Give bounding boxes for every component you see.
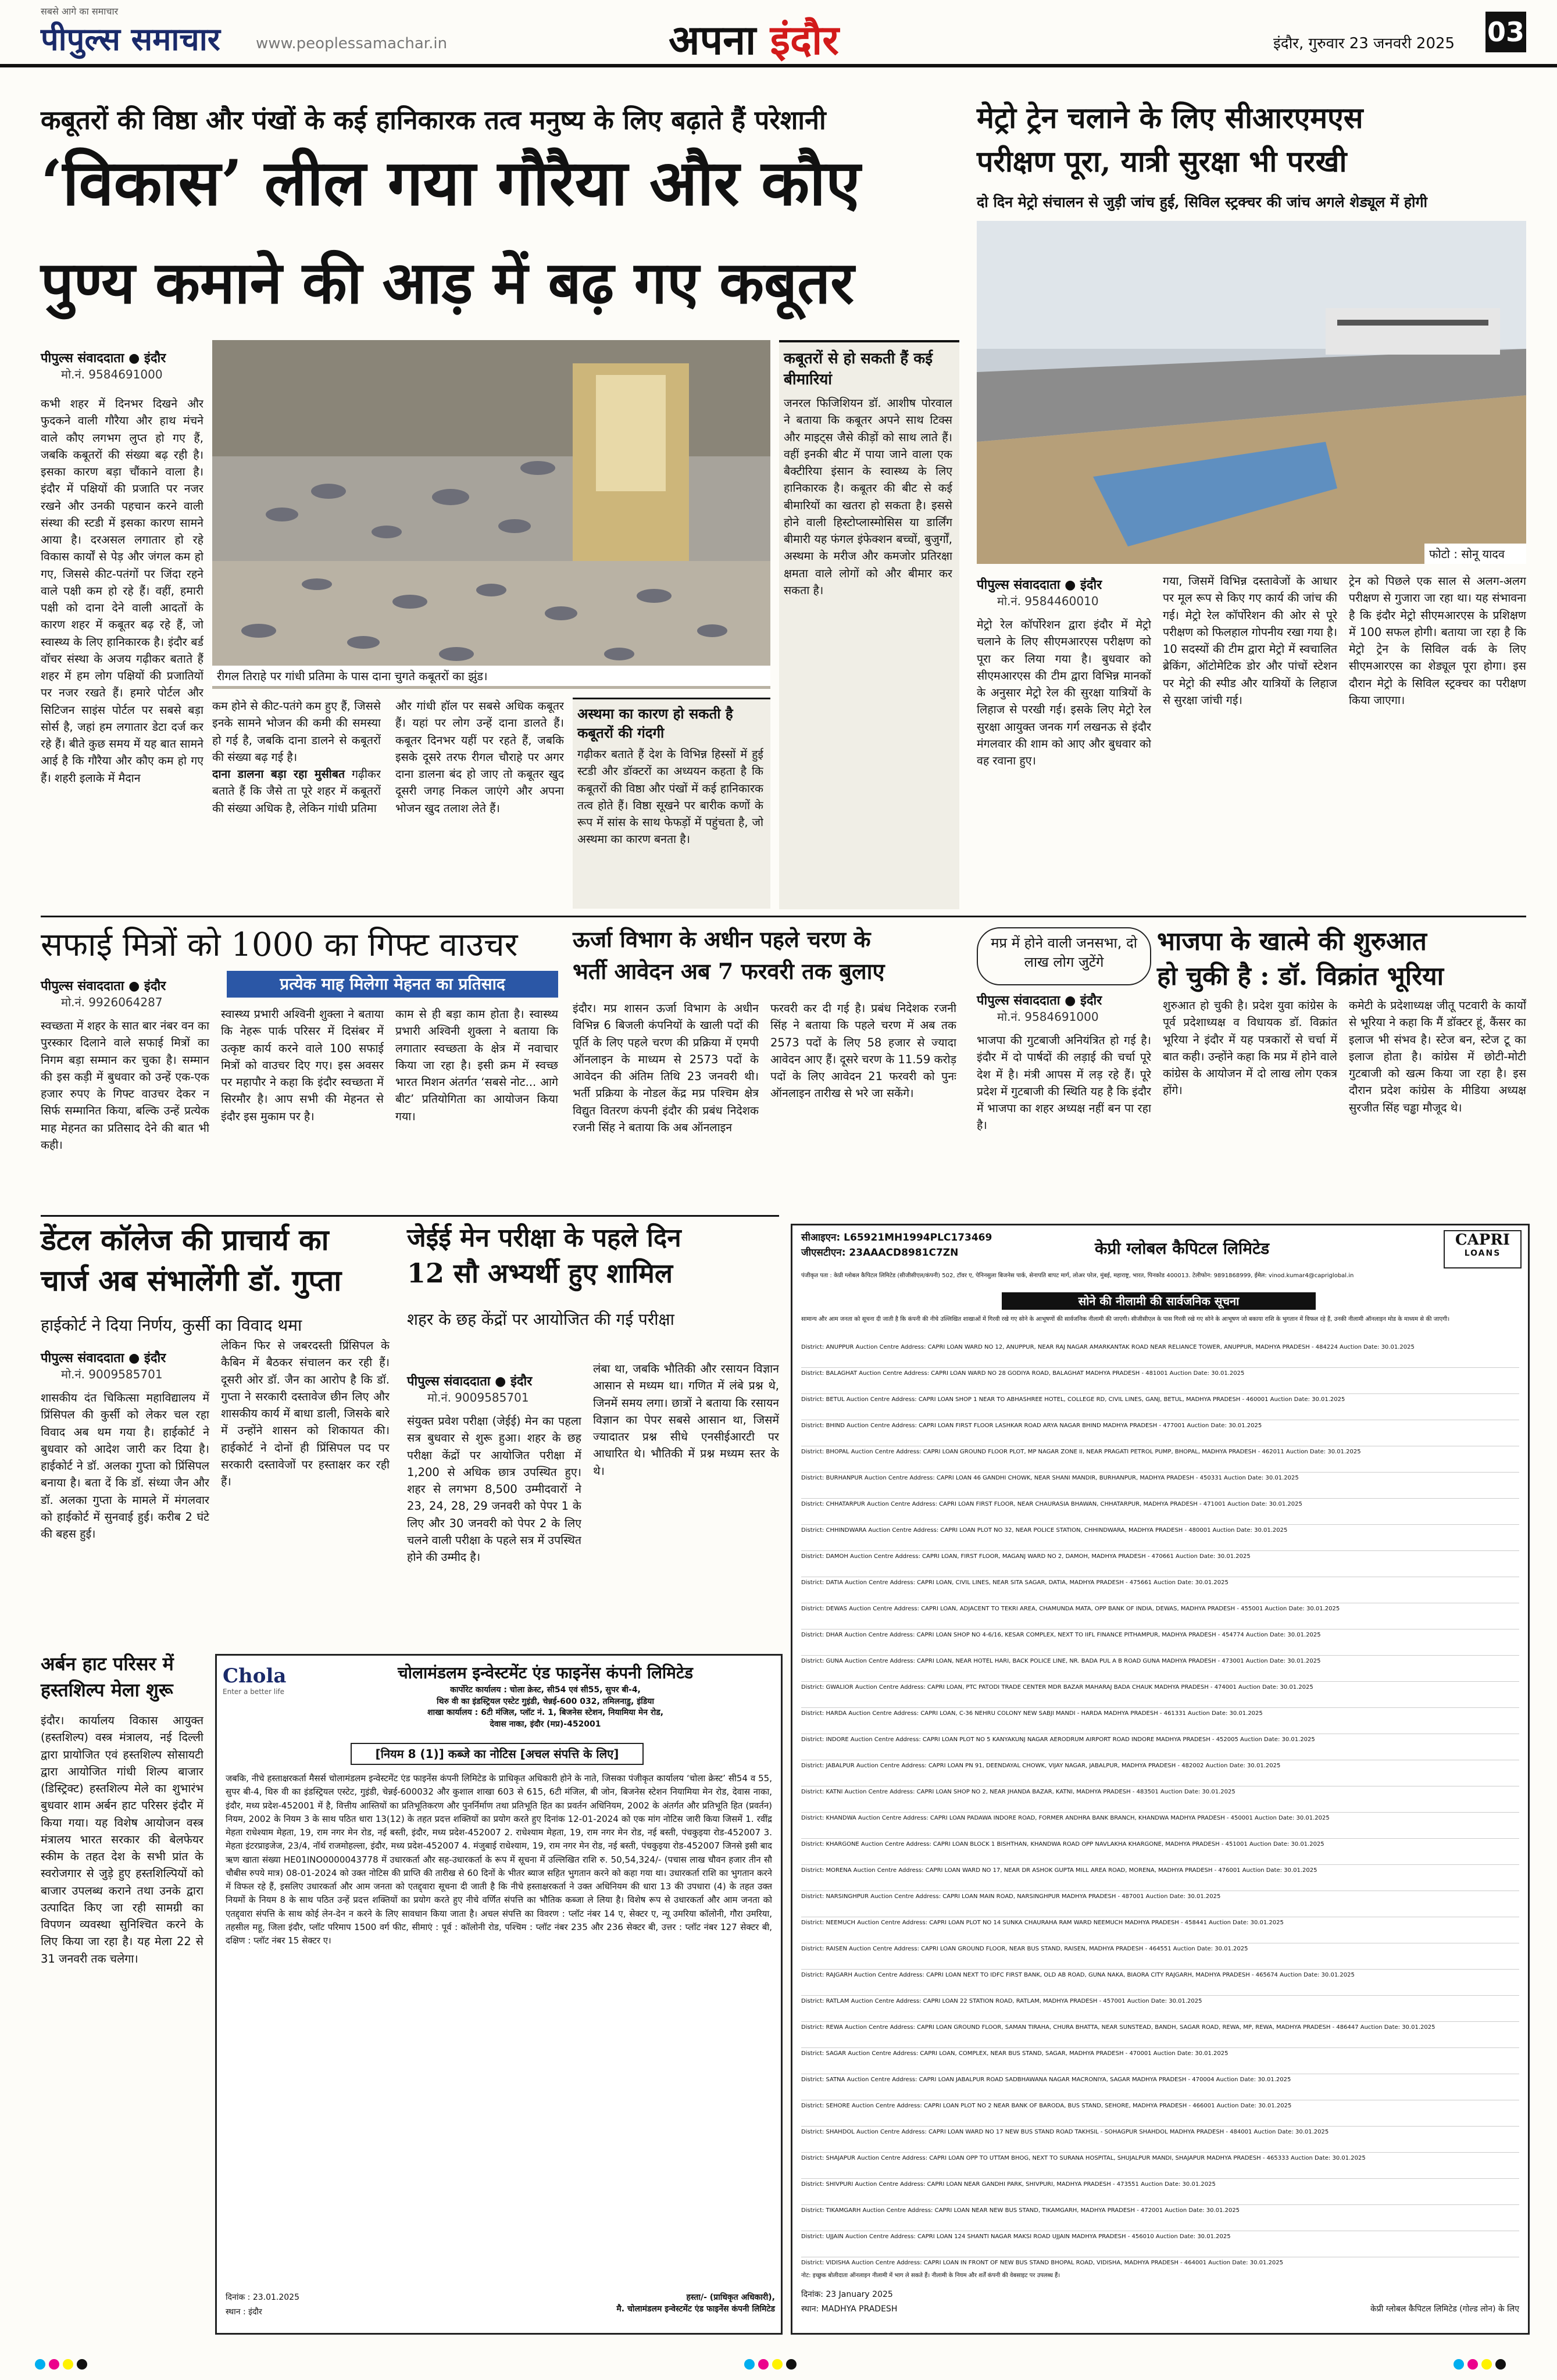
- section-title: अपना इंदौर: [669, 16, 839, 64]
- chola-company-name: चोलामंडलम इन्वेस्टमेंट एंड फाइनेंस कंपनी लिमिटेड: [397, 1663, 694, 1682]
- metro-photo: [977, 221, 1526, 564]
- capri-branch-list: [801, 1342, 1519, 2266]
- capri-branch-item: District: INDORE Auction Centre Address: CAPRI LOAN PLOT NO 5 KANYAKUNJ NAGAR AERODRUM AIRPORT ROAD INDORE MADHYA PRADESH - 452005 Auction Date: 30.01.2025: [801, 1734, 1519, 1760]
- story6-headline-1: डेंटल कॉलेज की प्राचार्य का: [41, 1223, 329, 1257]
- capri-branch-item: District: BETUL Auction Centre Address: CAPRI LOAN SHOP 1 NEAR TO ABHASHREE HOTEL, COLLEGE RD, CIVIL LINES, GANJ, BETUL, MADHYA PRADESH - 460001 Auction Date: 30.01.2025: [801, 1394, 1519, 1420]
- sidebar2-text: गढ़ीकर बताते हैं देश के विभिन्न हिस्सों में हुई स्टडी और डॉक्टरों का अध्ययन कहता है कि कबूतरों की विष्ठा और पंखों में कई हानिकारक तत्व होते हैं। विष्ठा सूखने पर बारीक कणों के रूप में सांस के साथ फेफड़ों में पहुंचता है, जो अस्थमा का कारण बनता है।: [577, 748, 763, 846]
- story7-byline: पीपुल्स संवाददाता ● इंदौर: [407, 1374, 533, 1389]
- story6-col2: लेकिन फिर से जबरदस्ती प्रिंसिपल के कैबिन में बैठकर संचालन कर रही हैं। दूसरी ओर डॉ. जैन का आरोप है कि डॉ. गुप्ता ने सरकारी दस्तावेज छीन लिए और शासकीय कार्य में बाधा डाली, जिसके बारे में उन्होंने शासन को शिकायत की। हाईकोर्ट ने दोनों ही प्रिंसिपल पद पर सरकारी दस्तावेजों पर हस्ताक्षर कर रही हैं।: [221, 1339, 390, 1488]
- story1-byline: पीपुल्स संवाददाता ● इंदौर: [41, 351, 166, 366]
- capri-branch-item: District: KHARGONE Auction Centre Address: CAPRI LOAN BLOCK 1 BISHTHAN, KHANDWA ROAD OPP NAVLAKHA KHARGONE, MADHYA PRADESH - 451001 Auction Date: 30.01.2025: [801, 1839, 1519, 1865]
- story3-mobile: मो.नं. 9926064287: [61, 995, 163, 1009]
- story5-col1: भाजपा की गुटबाजी अनियंत्रित हो गई है। इंदौर में दो पार्षदों की लड़ाई की चर्चा पूरे देश में है। मंत्री आपस में लड़ रहे हैं। पूरे प्रदेश में गुटबाजी की स्थिति यह है कि इंदौर में भाजपा का शहर अध्यक्ष नहीं बन पा रहा है।: [977, 1034, 1151, 1132]
- chola-notice-signature: हस्ता/- (प्राधिकृत अधिकारी), मै. चोलामंडलम इन्वेस्टमेंट एंड फाइनेंस कंपनी लिमिटेड: [616, 2293, 775, 2314]
- capri-branch-item: District: KATNI Auction Centre Address: CAPRI LOAN SHOP NO 2, NEAR JHANDA BAZAR, KATNI, MADHYA PRADESH - 483501 Auction Date: 30.01.2025: [801, 1786, 1519, 1813]
- story8-col1: इंदौर। कार्यालय विकास आयुक्त (हस्तशिल्प) वस्त्र मंत्रालय, नई दिल्ली द्वारा प्रायोजित एवं हस्तशिल्प सोसायटी द्वारा आयोजित गांधी शिल्प बाजार (डिस्ट्रिक्ट) हस्तशिल्प मेले का शुभारंभ बुधवार शाम अर्बन हाट परिसर इंदौर में किया गया। यह विशेष आयोजन वस्त्र मंत्रालय भारत सरकार की बेलफेयर स्कीम के तहत देश के सभी प्रांत के स्वरोजगार से जुड़े हुए हस्तशिल्पियों को बाजार उपलब्ध कराने तथा उनके द्वारा उत्पादित किए जा रही सामग्री का विपणन व्यवस्था सुनिश्चित करने के लिए किया जा रहा है। यह मेला 22 से 31 जनवरी तक चलेगा।: [41, 1714, 203, 1966]
- story5-col3: कमेटी के प्रदेशाध्यक्ष जीतू पटवारी के कार्यों से भूरिया ने कहा कि मैं डॉक्टर हूं, कैंसर का इलाज भी संभव है। स्टेज बन, स्टेज टू का इलाज होता है। कांग्रेस में छोटी-मोटी गुटबाजी को खत्म किया जा रहा है। इस दौरान प्रदेश कांग्रेस के मीडिया अध्यक्ष सुरजीत सिंह चड्ढा मौजूद थे।: [1349, 999, 1526, 1114]
- page-number: 03: [1485, 12, 1526, 52]
- chola-logo: Chola Enter a better life: [223, 1664, 287, 1696]
- story7-col1: संयुक्त प्रवेश परीक्षा (जेईई) मेन का पहला सत्र बुधवार से शुरू हुआ। शहर के छह परीक्षा केंद्रों पर आयोजित परीक्षा में 1,200 से अधिक छात्र उपस्थित हुए। शहर से लगभग 8,500 उम्मीदवारों ने 23, 24, 28, 29 जनवरी को पेपर 1 के लिए और 30 जनवरी को पेपर 2 के लिए चलने वाली परीक्षा के पहले सत्र में उपस्थित होने की उम्मीद है।: [407, 1414, 581, 1564]
- capri-branch-item: District: DHAR Auction Centre Address: CAPRI LOAN SHOP NO 4-6/16, KESAR COMPLEX, NEXT TO IIFL FINANCE PITHAMPUR, MADHYA PRADESH - 454774 Auction Date: 30.01.2025: [801, 1629, 1519, 1656]
- story4-col2: फरवरी कर दी गई है। प्रबंध निदेशक रजनी सिंह ने बताया कि पहले चरण में अब तक 2573 पदों के लिए 58 हजार से ज्यादा आवेदन आए हैं। दूसरे चरण के 11.59 करोड़ पदों के लिए आवेदन 21 फरवरी को पुनः ऑनलाइन तारीख से भरे जा सकेंगे।: [770, 1002, 956, 1100]
- story5-headline-1: भाजपा के खात्मे की शुरुआत: [1157, 927, 1427, 956]
- capri-branch-item: District: VIDISHA Auction Centre Address: CAPRI LOAN IN FRONT OF NEW BUS STAND BHOPAL ROAD, VIDISHA, MADHYA PRADESH - 464001 Auction Date: 30.01.2025: [801, 2257, 1519, 2266]
- website-link[interactable]: www.peoplessamachar.in: [256, 35, 448, 52]
- story8-headline-2: हस्तशिल्प मेला शुरू: [41, 1679, 173, 1701]
- chola-notice-title: [नियम 8 (1)] कब्जे का नोटिस [अचल संपत्ति के लिए]: [351, 1743, 644, 1765]
- capri-branch-item: District: CHHATARPUR Auction Centre Address: CAPRI LOAN FIRST FLOOR, NEAR CHAURASIA BHAWAN, CHHATARPUR, MADHYA PRADESH - 471001 Auction Date: 30.01.2025: [801, 1499, 1519, 1525]
- story3-col3: काम से ही बड़ा काम होता है। स्वास्थ्य प्रभारी अश्विनी शुक्ला ने बताया कि लगातार स्वच्छता के क्षेत्र में नवाचार किया जा रहा है। इसी क्रम में स्वच्छ भारत मिशन अंतर्गत ‘सबसे नोट... आगे बीट’ प्रतियोगिता का आयोजन किया गया।: [395, 1007, 558, 1123]
- capri-gst: जीएसटीएन: 23AAACD8981C7ZN: [801, 1247, 959, 1259]
- capri-branch-item: District: TIKAMGARH Auction Centre Address: CAPRI LOAN NEAR NEW BUS STAND, TIKAMGARH, MADHYA PRADESH - 472001 Auction Date: 30.01.2025: [801, 2205, 1519, 2231]
- color-dots-left: [35, 2359, 91, 2372]
- capri-branch-item: District: SHAHDOL Auction Centre Address: CAPRI LOAN WARD NO 17 NEW BUS STAND ROAD TAKHSIL - SOHAGPUR SHAHDOL MADHYA PRADESH - 484001 Auction Date: 30.01.2025: [801, 2127, 1519, 2153]
- story5-byline: पीपुल्स संवाददाता ● इंदौर: [977, 994, 1102, 1008]
- story5-col2: शुरुआत हो चुकी है। प्रदेश युवा कांग्रेस के पूर्व प्रदेशाध्यक्ष व विधायक डॉ. विक्रांत भूरिया ने इंदौर में यह पत्रकारों से चर्चा में बात कही। उन्होंने कहा कि मप्र में होने वाले कांग्रेस के आयोजन में दो लाख लोग एकत्र होंगे।: [1163, 999, 1337, 1098]
- capri-branch-item: District: BHIND Auction Centre Address: CAPRI LOAN FIRST FLOOR LASHKAR ROAD ARYA NAGAR BHIND MADHYA PRADESH - 477001 Auction Date: 30.01.2025: [801, 1420, 1519, 1446]
- capri-branch-item: District: NEEMUCH Auction Centre Address: CAPRI LOAN PLOT NO 14 SUNKA CHAURAHA RAM WARD NEEMUCH MADHYA PRADESH - 458441 Auction Date: 30.01.2025: [801, 1917, 1519, 1943]
- story2-byline: पीपुल्स संवाददाता ● इंदौर: [977, 578, 1102, 592]
- capri-branch-item: District: BALAGHAT Auction Centre Address: CAPRI LOAN WARD NO 28 GODIYA ROAD, BALAGHAT MADHYA PRADESH - 481001 Auction Date: 30.01.2025: [801, 1368, 1519, 1394]
- capri-branch-item: District: MORENA Auction Centre Address: CAPRI LOAN WARD NO 17, NEAR DR ASHOK GUPTA MILL AREA ROAD, MORENA, MADHYA PRADESH - 476001 Auction Date: 30.01.2025: [801, 1865, 1519, 1891]
- metro-photo-credit: फोटो : सोनू यादव: [1424, 544, 1526, 564]
- divider: [41, 916, 1526, 917]
- capri-branch-item: District: GUNA Auction Centre Address: CAPRI LOAN, NEAR HOTEL HARI, BACK POLICE LINE, NR. BADA PUL A B ROAD GUNA MADHYA PRADESH - 473001 Auction Date: 30.01.2025: [801, 1656, 1519, 1682]
- story5-pullquote: मप्र में होने वाली जनसभा, दो लाख लोग जुटेंगे: [977, 927, 1151, 985]
- color-dots-right: [1454, 2359, 1509, 2372]
- story2-col1: मेट्रो रेल कॉर्पोरेशन द्वारा इंदौर में मेट्रो चलाने के लिए सीएमआरएस परीक्षण को पूरा कर लिया गया है। बुधवार को सीएमआरएस की टीम द्वारा विभिन्न मानकों के अनुसार मेट्रो रेल की सुरक्षा यात्रियों के लिहाज से परखी गई। इसके लिए मेट्रो रेल सुरक्षा आयुक्त जनक गर्ग लखनऊ से इंदौर मंगलवार की शाम को आए और बुधवार को वह रवाना हुए।: [977, 618, 1151, 767]
- story1-col1: कभी शहर में दिनभर दिखने और फुदकने वाली गौरैया और हाथ मंचने वाले कौए लगभग लुप्त हो गए हैं, जबकि कबूतरों की संख्या बढ़ रही है। इसका कारण बड़ा चौंकाने वाला है। इंदौर में पक्षियों की प्रजाति पर नजर रखने और उनकी पहचान करने वाली संस्था की स्टडी में इसका कारण सामने आया है। दरअसल लगातार हो रहे विकास कार्यों से पेड़ और जंगल कम हो गए, जिससे कीट-पतंगों पर जिंदा रहने वाले पक्षी कम हो रहे हैं। वहीं, हमारी पक्षी को दाना देने वाली आदतों के कारण शहर में कबूतर बढ़ रहे हैं, जो स्वास्थ्य के लिए हानिकारक है। इंदौर बर्ड वॉचर संस्था के अजय गढ़ीकर बताते हैं शहर में हम लोग पक्षियों की प्रजातियों पर नजर रखते हैं। हमारे पोर्टल और सिटिजन साइंस पोर्टल पर सबसे बड़ा सोर्स है, जहां हम लगातार डेटा दर्ज कर रहे हैं। बीते कुछ समय में यह बात सामने आई है कि गौरैया और कौए कम हो गए हैं। शहरी इलाके में मैदान: [41, 397, 203, 785]
- capri-branch-item: District: UJJAIN Auction Centre Address: CAPRI LOAN 124 SHANTI NAGAR MAKSI ROAD UJJAIN MADHYA PRADESH - 456010 Auction Date: 30.01.2025: [801, 2231, 1519, 2257]
- capri-branch-item: District: BURHANPUR Auction Centre Address: CAPRI LOAN 46 GANDHI CHOWK, NEAR SHANI MANDIR, BURHANPUR, MADHYA PRADESH - 450331 Auction Date: 30.01.2025: [801, 1473, 1519, 1499]
- story1-col3: और गांधी हॉल पर सबसे अधिक कबूतर हैं। यहां पर लोग उन्हें दाना डालते हैं। कबूतर दिनभर यहीं पर रहते हैं, जबकि इसके दूसरे तरफ रीगल चौराहे पर अगर दाना डालना बंद हो जाए तो कबूतर खुद दूसरी जगह निकल जाएंगे और अपना भोजन खुद तलाश लेते हैं।: [395, 699, 564, 815]
- capri-branch-item: District: SAGAR Auction Centre Address: CAPRI LOAN, COMPLEX, NEAR BUS STAND, SAGAR, MADHYA PRADESH - 470001 Auction Date: 30.01.2025: [801, 2048, 1519, 2074]
- brand-tagline: सबसे आगे का समाचार: [41, 6, 119, 17]
- story3-subbar: प्रत्येक माह मिलेगा मेहनत का प्रतिसाद: [227, 971, 558, 998]
- capri-reg-office: पंजीकृत पता : केप्री ग्लोबल कैपिटल लिमिटेड (सीजीसीएल/कंपनी) 502, टॉवर ए, पेनिनसुला बिजनेस पार्क, सेनापति बापट मार्ग, लोअर परेल, मुंबई, महाराष्ट्र, भारत, पिनकोड 400013. टेलीफोन: 9891868999, ईमेल: vinod.kumar4@capriglobal.in: [801, 1273, 1354, 1279]
- story5-headline-2: हो चुकी है : डॉ. विक्रांत भूरिया: [1157, 962, 1444, 991]
- capri-branch-item: District: GWALIOR Auction Centre Address: CAPRI LOAN, PTC PATODI TRADE CENTER MDR BAZAR MAHARAJ BADA CHAUK MADHYA PRADESH - 474001 Auction Date: 30.01.2025: [801, 1682, 1519, 1708]
- story2-deck: दो दिन मेट्रो संचालन से जुड़ी जांच हुई, सिविल स्ट्रक्चर की जांच अगले शेड्यूल में होगी: [977, 194, 1428, 210]
- story2-mobile: मो.नं. 9584460010: [997, 594, 1099, 608]
- masthead: [0, 0, 1557, 67]
- capri-notice-title: सोने की नीलामी की सार्वजनिक सूचना: [1002, 1292, 1316, 1310]
- capri-branch-item: District: JABALPUR Auction Centre Address: CAPRI LOAN PN 91, DEENDAYAL CHOWK, VIJAY NAGAR, JABALPUR, MADHYA PRADESH - 482002 Auction Date: 30.01.2025: [801, 1760, 1519, 1786]
- capri-branch-item: District: SATNA Auction Centre Address: CAPRI LOAN JABALPUR ROAD SADBHAWANA NAGAR MACRONIYA, SAGAR MADHYA PRADESH - 470004 Auction Date: 30.01.2025: [801, 2074, 1519, 2100]
- capri-branch-item: District: NARSINGHPUR Auction Centre Address: CAPRI LOAN MAIN ROAD, NARSINGHPUR MADHYA PRADESH - 487001 Auction Date: 30.01.2025: [801, 1891, 1519, 1917]
- story3-col1: स्वच्छता में शहर के सात बार नंबर वन का पुरस्कार दिलाने वाले सफाई मित्रों का निगम बड़ा सम्मान कर चुका है। सम्मान की इस कड़ी में बुधवार को उन्हें एक-एक हजार रुपए के गिफ्ट वाउचर देकर न सिर्फ सम्मानित किया, बल्कि उन्हें प्रत्येक माह मेहनत का प्रतिसाद देने की बात भी कही।: [41, 1019, 209, 1152]
- story1-mobile: मो.नं. 9584691000: [61, 367, 163, 381]
- chola-possession-notice: [215, 1654, 783, 2335]
- pigeons-photo: [212, 340, 770, 689]
- capri-branch-item: District: KHANDWA Auction Centre Address: CAPRI LOAN PADAWA INDORE ROAD, FORMER ANDHRA BANK BRANCH, KHANDWA MADHYA PRADESH - 450001 Auction Date: 30.01.2025: [801, 1813, 1519, 1839]
- story6-mobile: मो.नं. 9009585701: [61, 1367, 163, 1381]
- chola-notice-date: दिनांक : 23.01.2025: [226, 2293, 299, 2302]
- capri-notice-signature: केप्री ग्लोबल कैपिटल लिमिटेड (गोल्ड लोन) के लिए: [1370, 2304, 1519, 2314]
- story7-deck: शहर के छह केंद्रों पर आयोजित की गई परीक्षा: [407, 1310, 674, 1329]
- story3-col2: स्वास्थ्य प्रभारी अश्विनी शुक्ला ने बताया कि नेहरू पार्क परिसर में दिसंबर में उत्कृष्ट कार्य करने वाले 100 सफाई मित्रों को वाउचर दिए गए। इस अवसर पर महापौर ने कहा कि इंदौर स्वच्छता में सिरमौर है। आप सभी की मेहनत से इंदौर इस मुकाम पर है।: [221, 1007, 384, 1123]
- story6-byline: पीपुल्स संवाददाता ● इंदौर: [41, 1351, 166, 1366]
- chola-notice-body: जबकि, नीचे हस्ताक्षरकर्ता मैसर्स चोलामंडलम इन्वेस्टमेंट एंड फाइनेंस कंपनी लिमिटेड के प्राधिकृत अधिकारी होने के नाते, जिसका पंजीकृत कार्यालय ‘चोला क्रेस्ट’ सी54 व 55, सुपर बी-4, थिरु वी का इंडस्ट्रियल एस्टेट, गुइंडी, चेन्नई-600032 और कुशाल शाखा 603 से 615, 6टी मंजिल, बी जोन, बिजनेस स्टेशन नियामिया मेन रोड, देवास नाका, इंदौर, मध्य प्रदेश-452001 में है, वित्तीय आस्तियों का प्रतिभूतिकरण और पुनर्निर्माण तथा प्रतिभूति हित का प्रवर्तन अधिनियम, 2002 के अंतर्गत और प्रतिभूति हित (प्रवर्तन) नियम, 2002 के नियम 3 के साथ पठित धारा 13(12) के तहत प्रदत्त शक्तियों का प्रयोग करते हुए दिनांक 12-01-2024 को एक मांग नोटिस जारी किया जिसमें 1. रवींद्र मेहता राधेश्याम मेहता, 19, राम नगर मेन रोड, नई बस्ती, इंदौर, मध्य प्रदेश-452007 2. राधेश्याम मेहता, 19, राम नगर मेन रोड, नई बस्ती, पंचकुइया रोड-452007 3. मेहता इंटरप्राइजेज, 23/4, नॉर्थ राजमोहल्ला, इंदौर, मध्य प्रदेश-452007 4. मंजुबाई राधेश्याम, 19, राम नगर मेन रोड, नई बस्ती, पंचकुइया रोड-452007 जिनसे इसी बाद ऋण खाता संख्या HE01INO0000043778 में उधारकर्ता और सह-उधारकर्ता के रूप में सूचना में उल्लिखित राशि रु. 50,54,324/- (पचास लाख चौवन हजार तीन सौ चौबीस रुपये मात्र) 08-01-2024 को उक्त नोटिस की प्राप्ति की तारीख से 60 दिनों के भीतर ब्याज सहित भुगतान करने को कहा गया था। उधारकर्ता राशि का भुगतान करने में विफल रहे हैं, इसलिए उधारकर्ता और आम जनता को एतद्द्वारा सूचना दी जाती है कि नीचे हस्ताक्षरकर्ता ने उक्त अधिनियम की धारा 13 की उपधारा (4) के तहत उक्त नियमों के नियम 8 के साथ पठित उन्हें प्रदत्त शक्तियों का प्रयोग करते हुए नीचे वर्णित संपत्ति का भौतिक कब्जा ले लिया है। विशेष रूप से उधारकर्ता और आम जनता को एतद्द्वारा संपत्ति के साथ कोई लेन-देन न करने के लिए सावधान किया जाता है। अचल संपत्ति का विवरण : प्लॉट नंबर 14 ए, सेक्टर ए, न्यू उमरिया कॉलोनी, गौरा उमरिया, तहसील महू, जिला इंदौर, प्लॉट परिमाप 1500 वर्ग फीट, सीमाएं : पूर्व : कॉलोनी रोड, पश्चिम : प्लॉट नंबर 235 और 236 सेक्टर बी, उत्तर : प्लॉट नंबर 127 सेक्टर बी, दक्षिण : प्लॉट नंबर 15 सेक्टर ए।: [226, 1773, 772, 1946]
- capri-branch-item: District: REWA Auction Centre Address: CAPRI LOAN GROUND FLOOR, SAMAN TIRAHA, CHURA BHATTA, NEAR SUNSTEAD, BANDH, SAGAR ROAD, REWA, MP, REWA, MADHYA PRADESH - 486447 Auction Date: 30.01.2025: [801, 2022, 1519, 2048]
- story5-mobile: मो.नं. 9584691000: [997, 1010, 1099, 1024]
- story3-headline: सफाई मित्रों को 1000 का गिफ्ट वाउचर: [41, 926, 518, 964]
- capri-branch-item: District: DEWAS Auction Centre Address: CAPRI LOAN, ADJACENT TO TEKRI AREA, CHAMUNDA MATA, OPP BANK OF INDIA, DEWAS, MADHYA PRADESH - 455001 Auction Date: 30.01.2025: [801, 1603, 1519, 1629]
- divider: [41, 1215, 779, 1217]
- capri-logo: CAPRI LOANS: [1444, 1230, 1522, 1268]
- story4-headline-2: भर्ती आवेदन अब 7 फरवरी तक बुलाए: [573, 958, 885, 984]
- capri-branch-item: District: DATIA Auction Centre Address: CAPRI LOAN, CIVIL LINES, NEAR SITA SAGAR, DATIA, MADHYA PRADESH - 475661 Auction Date: 30.01.2025: [801, 1577, 1519, 1603]
- capri-branch-item: District: ANUPPUR Auction Centre Address: CAPRI LOAN WARD NO 12, ANUPPUR, NEAR RAJ NAGAR AMARKANTAK ROAD NEAR RELIANCE TOWER, ANUPPUR, MADHYA PRADESH - 484224 Auction Date: 30.01.2025: [801, 1342, 1519, 1368]
- story1-headline-1: ‘विकास’ लील गया गौरैया और कौए: [41, 146, 860, 220]
- sidebar2-heading: अस्थमा का कारण हो सकती है कबूतरों की गंदगी: [577, 705, 733, 741]
- color-dots-center: [744, 2359, 800, 2372]
- story3-byline: पीपुल्स संवाददाता ● इंदौर: [41, 979, 166, 994]
- story6-deck: हाईकोर्ट ने दिया निर्णय, कुर्सी का विवाद थमा: [41, 1316, 302, 1335]
- sidebar-text: जनरल फिजिशियन डॉ. आशीष पोरवाल ने बताया कि कबूतर अपने साथ टिक्स और माइट्स जैसे कीड़ों को साथ लाते हैं। वहीं इनकी बीट में पाया जाने वाला एक बैक्टीरिया इंसान के स्वास्थ्य के लिए हानिकारक है। कबूतर की बीट से कई बीमारियों का खतरा हो सकता है। इससे होने वाली हिस्टोप्लास्मोसिस या डार्लिंग बीमारी यह फंगल इंफेक्शन बच्चों, बुजुर्गों, अस्थमा के मरीज और कमजोर प्रतिरक्षा क्षमता वाले लोगों को और बीमार कर सकता है।: [784, 396, 952, 597]
- story6-headline-2: चार्ज अब संभालेंगी डॉ. गुप्ता: [41, 1263, 342, 1298]
- capri-branch-item: District: BHOPAL Auction Centre Address: CAPRI LOAN GROUND FLOOR PLOT, MP NAGAR ZONE II, NEAR PRAGATI PETROL PUMP, BHOPAL, MADHYA PRADESH - 462011 Auction Date: 30.01.2025: [801, 1446, 1519, 1473]
- story1-col2: कम होने से कीट-पतंगे कम हुए हैं, जिससे इनके सामने भोजन की कमी की समस्या हो गई है, जबकि दाना डालने से कबूतरों की संख्या बढ़ गई है। दाना डालना बड़ा रहा मुसीबत गढ़ीकर बताते हैं कि जैसे ता पूरे शहर में कबूतरों की संख्या अधिक है, लेकिन गांधी प्रतिमा: [212, 699, 381, 815]
- capri-auction-notice: [791, 1224, 1530, 2335]
- capri-branch-item: District: CHHINDWARA Auction Centre Address: CAPRI LOAN PLOT NO 32, NEAR POLICE STATION, CHHINDWARA, MADHYA PRADESH - 480001 Auction Date: 30.01.2025: [801, 1525, 1519, 1551]
- chola-address: कार्पोरेट कार्यालय : चोला क्रेस्ट, सी54 एवं सी55, सुपर बी-4, थिरु वी का इंडस्ट्रियल एस्टेट गुइंडी, चेन्नई-600 032, तमिलनाडु, इंडिया शाखा कार्यालय : 6टी मंजिल, प्लॉट नं. 1, बिजनेस स्टेशन, नियामिया मेन रोड, देवास नाका, इंदौर (मप्र)-452001: [427, 1685, 664, 1729]
- capri-branch-item: District: SHIVPURI Auction Centre Address: CAPRI LOAN NEAR GANDHI PARK, SHIVPURI, MADHYA PRADESH - 473551 Auction Date: 30.01.2025: [801, 2179, 1519, 2205]
- story4-col1: इंदौर। मप्र शासन ऊर्जा विभाग के अधीन विभिन्न 6 बिजली कंपनियों के खाली पदों की पूर्ति के लिए पहले चरण की प्रक्रिया में एमपी ऑनलाइन के माध्यम से 2573 पदों के आवेदन की अंतिम तिथि 23 जनवरी थी। भर्ती प्रक्रिया के नोडल केंद्र मप्र पश्चिम क्षेत्र विद्युत वितरण कंपनी इंदौर की प्रबंध निदेशक रजनी सिंह ने बताया कि अब ऑनलाइन: [573, 1002, 759, 1134]
- capri-notice-place: स्थान: MADHYA PRADESH: [801, 2304, 898, 2314]
- dateline: इंदौर, गुरुवार 23 जनवरी 2025: [1273, 35, 1455, 52]
- capri-branch-item: District: RAISEN Auction Centre Address: CAPRI LOAN GROUND FLOOR, NEAR BUS STAND, RAISEN, MADHYA PRADESH - 464551 Auction Date: 30.01.2025: [801, 1943, 1519, 1970]
- capri-company-name: केप्री ग्लोबल कैपिटल लिमिटेड: [1095, 1239, 1270, 1258]
- brand-logo: पीपुल्स समाचार: [41, 20, 220, 58]
- story1-sidebar2: [573, 698, 770, 909]
- story6-col1: शासकीय दंत चिकित्सा महाविद्यालय में प्रिंसिपल की कुर्सी को लेकर चल रहा विवाद अब थम गया है। हाईकोर्ट ने बुधवार को आदेश जारी कर दिया है। हाईकोर्ट ने डॉ. अलका गुप्ता को प्रिंसिपल बनाया है। बता दें कि डॉ. संध्या जैन और डॉ. अलका गुप्ता के मामले में मंगलवार को हाईकोर्ट में सुनवाई हुई। करीब 2 घंटे की बहस हुई।: [41, 1391, 209, 1541]
- story7-headline-2: 12 सौ अभ्यर्थी हुए शामिल: [407, 1257, 673, 1289]
- story1-kicker: कबूतरों की विष्ठा और पंखों के कई हानिकारक तत्व मनुष्य के लिए बढ़ाते हैं परेशानी: [41, 105, 826, 135]
- sidebar-heading: कबूतरों से हो सकती हैं कई बीमारियां: [784, 350, 933, 388]
- capri-notice-date: दिनांक: 23 January 2025: [801, 2290, 893, 2299]
- capri-branch-item: District: SEHORE Auction Centre Address: CAPRI LOAN PLOT NO 2 NEAR BANK OF BARODA, BUS STAND, SEHORE, MADHYA PRADESH - 466001 Auction Date: 30.01.2025: [801, 2100, 1519, 2127]
- story1-headline-2: पुण्य कमाने की आड़ में बढ़ गए कबूतर: [41, 248, 854, 317]
- capri-branch-item: District: DAMOH Auction Centre Address: CAPRI LOAN, FIRST FLOOR, MAGANJ WARD NO 2, DAMOH, MADHYA PRADESH - 470661 Auction Date: 30.01.2025: [801, 1551, 1519, 1577]
- story2-col2: गया, जिसमें विभिन्न दस्तावेजों के आधार पर मूल रूप से किए गए कार्य की जांच की गई। मेट्रो रेल कॉर्पोरेशन की ओर से पूरे परीक्षण को फिलहाल गोपनीय रखा गया है। 10 सदस्यों की टीम द्वारा मेट्रो में स्वचालित ब्रेकिंग, ऑटोमेटिक डोर और पांचों स्टेशन पर मेट्रो की स्पीड और यात्रियों के लिहाज से सुरक्षा जांची गई।: [1163, 574, 1337, 707]
- capri-footer-note: नोट: इच्छुक बोलीदाता ऑनलाइन नीलामी में भाग ले सकते हैं। नीलामी के नियम और शर्तें कंपनी की वेबसाइट पर उपलब्ध हैं।: [801, 2272, 1060, 2279]
- story8-headline-1: अर्बन हाट परिसर में: [41, 1653, 174, 1675]
- story7-col2: लंबा था, जबकि भौतिकी और रसायन विज्ञान आसान से मध्यम था। गणित में लंबे प्रश्न थे, जिनमें समय लगा। छात्रों ने बताया कि रसायन विज्ञान का पेपर सबसे आसान था, जिसमें ज्यादातर प्रश्न सीधे एनसीईआरटी पर आधारित थे। भौतिकी में प्रश्न मध्यम स्तर के थे।: [593, 1362, 779, 1478]
- story7-headline-1: जेईई मेन परीक्षा के पहले दिन: [407, 1223, 681, 1253]
- story2-col3: ट्रेन को पिछले एक साल से अलग-अलग परीक्षण से गुजारा जा रहा था। यह संभावना है कि इंदौर मेट्रो सीएमआरएस के प्रशिक्षण में 100 सफल होगी। बताया जा रहा है कि मेट्रो ट्रेन के सिविल वर्क के लिए सीएमआरएस का शेड्यूल पूरा होगा। इस दौरान मेट्रो के सिविल स्ट्रक्चर का परीक्षण किया जाएगा।: [1349, 574, 1526, 707]
- capri-cin: सीआइएन: L65921MH1994PLC173469: [801, 1232, 992, 1243]
- story1-sidebar: [779, 340, 959, 909]
- print-color-bar: [0, 2349, 1557, 2380]
- capri-notice-intro: सामान्य और आम जनता को सूचना दी जाती है कि कंपनी की नीचे उल्लिखित शाखाओं में गिरवी रखे गए सोने के आभूषणों की सार्वजनिक नीलामी की जाएगी। सीजीसीएल के पास गिरवी रखे गए सोने के आभूषण जो बकाया राशि के भुगतान में विफल रहे हैं, उनकी नीलामी ऑनलाइन मोड के माध्यम से की जाएगी।: [801, 1316, 1450, 1323]
- capri-branch-item: District: RATLAM Auction Centre Address: CAPRI LOAN 22 STATION ROAD, RATLAM, MADHYA PRADESH - 457001 Auction Date: 30.01.2025: [801, 1996, 1519, 2022]
- capri-branch-item: District: SHAJAPUR Auction Centre Address: CAPRI LOAN OPP TO UTTAM BHOG, NEXT TO SURANA HOSPITAL, SHUJALPUR MANDI, SHAJAPUR MADHYA PRADESH - 465333 Auction Date: 30.01.2025: [801, 2153, 1519, 2179]
- chola-notice-place: स्थान : इंदौर: [226, 2307, 262, 2317]
- story2-headline-1: मेट्रो ट्रेन चलाने के लिए सीआरएमएस: [977, 101, 1363, 135]
- capri-branch-item: District: RAJGARH Auction Centre Address: CAPRI LOAN NEXT TO IDFC FIRST BANK, OLD AB ROAD, GUNA NAKA, BIAORA CITY RAJGARH, MADHYA PRADESH - 465674 Auction Date: 30.01.2025: [801, 1970, 1519, 1996]
- story2-headline-2: परीक्षण पूरा, यात्री सुरक्षा भी परखी: [977, 144, 1347, 178]
- pigeons-photo-caption: रीगल तिराहे पर गांधी प्रतिमा के पास दाना चुगते कबूतरों का झुंड।: [212, 666, 770, 686]
- story4-headline-1: ऊर्जा विभाग के अधीन पहले चरण के: [573, 926, 871, 952]
- story7-mobile: मो.नं. 9009585701: [427, 1391, 529, 1405]
- capri-branch-item: District: HARDA Auction Centre Address: CAPRI LOAN, C-36 NEHRU COLONY NEW SABJI MANDI - HARDA MADHYA PRADESH - 461331 Auction Date: 30.01.2025: [801, 1708, 1519, 1734]
